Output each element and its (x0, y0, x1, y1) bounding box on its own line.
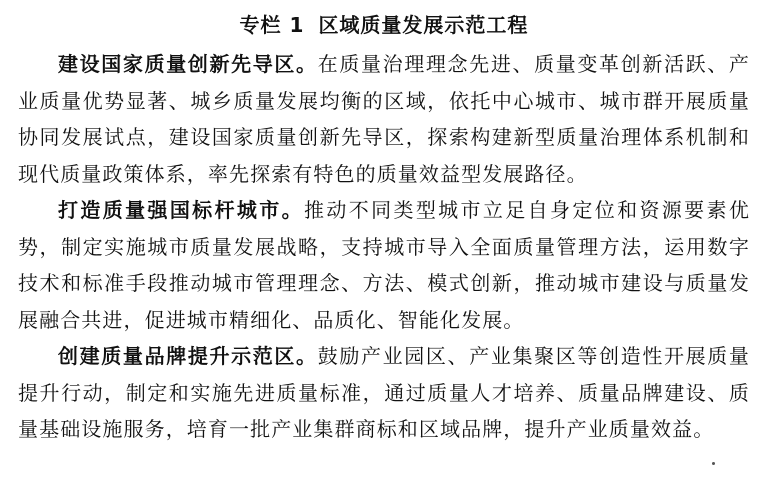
paragraph-pilot-zone (18, 46, 750, 192)
column-label: 专栏 1 (239, 13, 305, 37)
paragraph-body: 推动不同类型城市立足自身定位和资源要素优势，制定实施城市质量发展战略，支持城市导入全面质量管理方法，运用数字技术和标准手段推动城市管理理念、方法、模式创新，推动城市建设与质量发展融合共进，促进城市精细化、品质化、智能化发展。 (18, 198, 750, 332)
column-title (18, 10, 750, 40)
scan-speck (712, 462, 715, 465)
column-heading: 区域质量发展示范工程 (318, 13, 529, 37)
paragraph-benchmark-city (18, 192, 750, 338)
paragraph-lead: 建设国家质量创新先导区。 (58, 52, 318, 76)
paragraph-lead: 打造质量强国标杆城市。 (58, 198, 304, 222)
paragraph-lead: 创建质量品牌提升示范区。 (58, 344, 318, 368)
paragraph-body: 在质量治理理念先进、质量变革创新活跃、产业质量优势显著、城乡质量发展均衡的区域，依托中心城市、城市群开展质量协同发展试点，建设国家质量创新先导区，探索构建新型质量治理体系机制和现代质量政策体系，率先探索有特色的质量效益型发展路径。 (18, 52, 750, 186)
paragraph-brand-zone (18, 338, 750, 448)
paragraph-body: 鼓励产业园区、产业集聚区等创造性开展质量提升行动，制定和实施先进质量标准，通过质量人才培养、质量品牌建设、质量基础设施服务，培育一批产业集群商标和区域品牌，提升产业质量效益。 (18, 344, 750, 441)
